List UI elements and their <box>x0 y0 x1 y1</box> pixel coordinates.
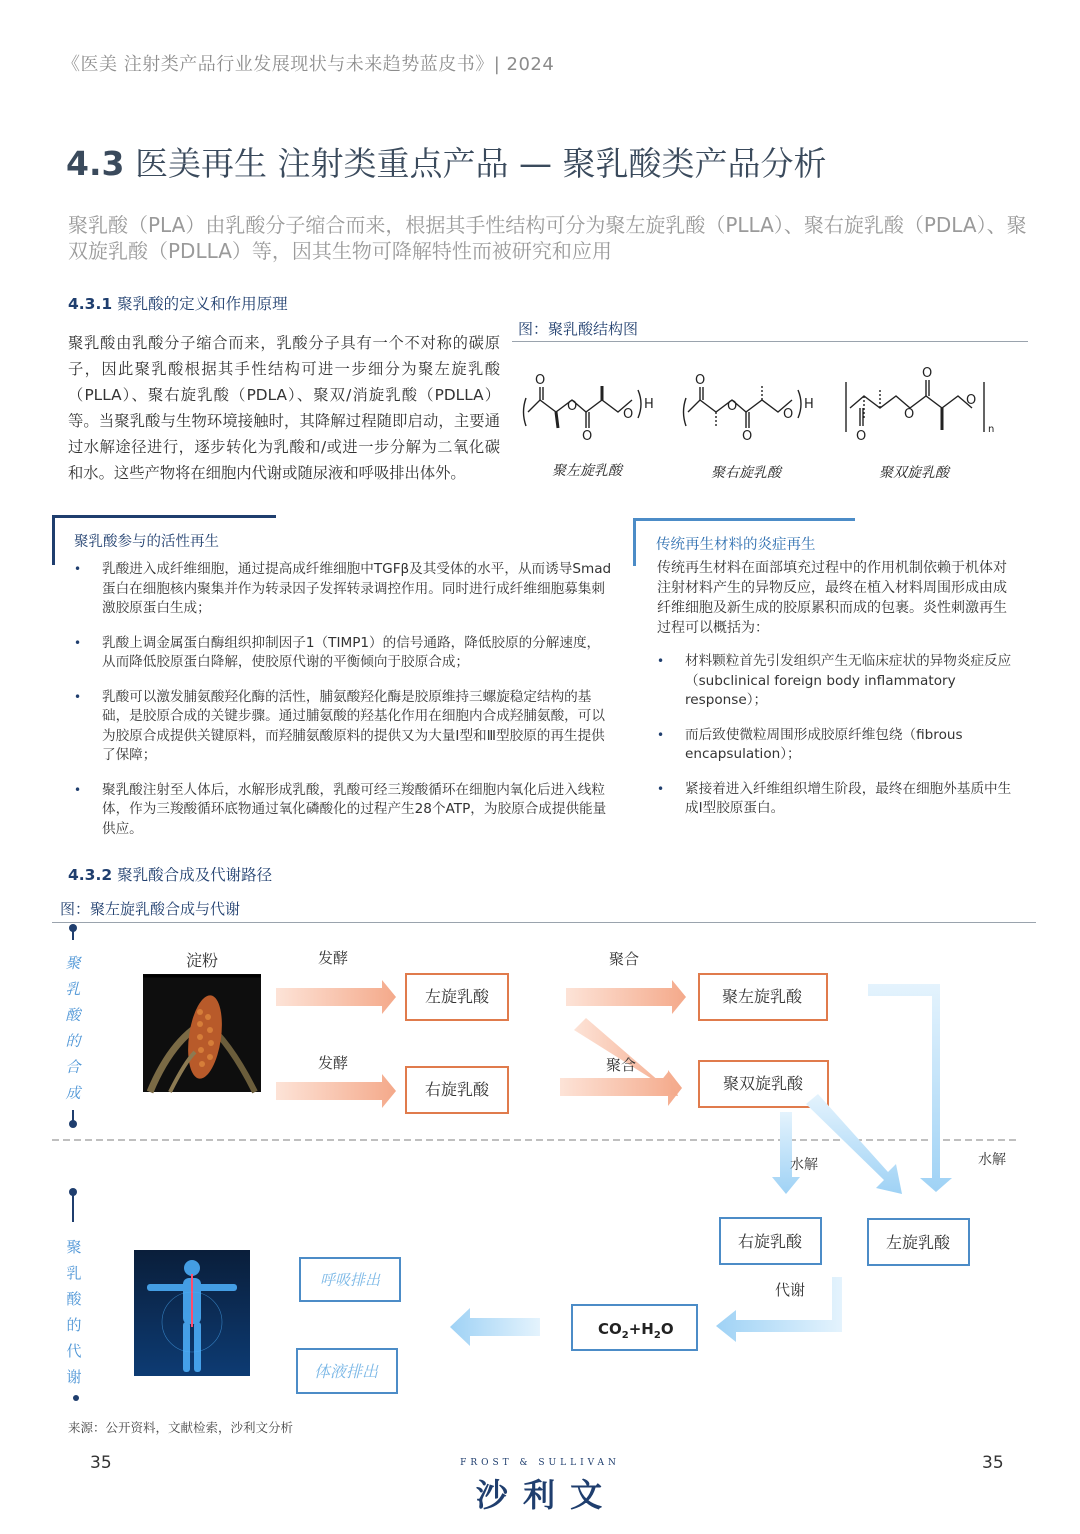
list-item: • 而后致使微粒周围形成胶原纤维包绕（fibrous encapsulation）； <box>657 726 963 762</box>
box-right-title: 传统再生材料的炎症再生 <box>656 537 816 553</box>
label-pdla-structure: 聚右旋乳酸 <box>711 465 781 481</box>
box-left-list <box>72 560 612 854</box>
title-number: 4.3 <box>66 144 125 183</box>
label-metabolism: 代谢 <box>775 1283 806 1299</box>
box-pdlla-label: 聚双旋乳酸 <box>723 1076 804 1093</box>
box-breath-label: 呼吸排出 <box>320 1273 381 1289</box>
box-d-lactic-metab-label: 右旋乳酸 <box>738 1234 803 1251</box>
atom-o: O <box>966 393 977 408</box>
arrow-polymerize-l <box>566 980 686 1014</box>
box-co2-h2o-label: $CO_2+H_2O$ <box>598 1320 674 1341</box>
figure-caption-metabolism: 图：聚左旋乳酸合成与代谢 <box>60 900 241 918</box>
arrow-ferment-d <box>276 1074 396 1108</box>
side-label-synthesis: 聚 乳 酸 的 合 成 <box>65 954 81 1102</box>
box-d-lactic-label: 右旋乳酸 <box>425 1082 490 1099</box>
label-hydrolysis-1: 水解 <box>790 1158 818 1173</box>
atom-n: n <box>988 424 995 435</box>
section-title: 聚乳酸合成及代谢路径 <box>117 866 273 884</box>
atom-o: O <box>922 366 933 381</box>
arrow-hydrolysis-diagonal <box>806 1094 902 1194</box>
box-right-list <box>655 652 1015 834</box>
atom-o: O <box>783 407 794 422</box>
box-l-lactic-metab-label: 左旋乳酸 <box>886 1235 951 1252</box>
label-ferment-2: 发酵 <box>318 1056 349 1072</box>
box-left-top-bar <box>52 515 276 518</box>
box-fluid-label: 体液排出 <box>314 1364 379 1381</box>
page-number-right: 35 <box>982 1453 1004 1473</box>
atom-h: H <box>804 397 814 412</box>
atom-o: O <box>535 373 546 388</box>
atom-o: O <box>695 373 706 388</box>
human-body-image <box>134 1250 250 1376</box>
arrow-hydrolysis-down <box>772 1112 800 1194</box>
atom-o: O <box>727 399 738 414</box>
list-item: • 乳酸可以激发脯氨酸羟化酶的活性，脯氨酸羟化酶是胶原维持三螺旋稳定结构的基础，是胶原合成的关键步骤。通过脯氨酸的羟基化作用在细胞内合成羟脯氨酸，可以为胶原合成提供关键原料，而羟脯氨酸原料的提供又为大量Ⅰ型和Ⅲ型胶原的再生提供了保障； <box>74 688 605 763</box>
title-text: 医美再生 注射类重点产品 — 聚乳酸类产品分析 <box>134 144 827 183</box>
list-item: • 紧接着进入纤维组织增生阶段，最终在细胞外基质中生成I型胶原蛋白。 <box>657 780 1012 816</box>
label-ferment-1: 发酵 <box>318 951 349 967</box>
side-label-metabolism: 聚 乳 酸 的 代 谢 <box>66 1238 82 1386</box>
section-heading-2 <box>68 863 272 885</box>
brand-logo: 沙 利 文 <box>475 1476 605 1514</box>
section-number: 4.3.2 <box>68 866 113 884</box>
pla-structure-diagram <box>518 360 1028 485</box>
atom-o: O <box>856 429 867 444</box>
box-right-top-bar <box>633 518 855 521</box>
section-heading-1 <box>68 292 288 314</box>
box-right-intro: 传统再生材料在面部填充过程中的作用机制依赖于机体对注射材料产生的异物反应，最终在植入材料周围形成由成纤维细胞及新生成的胶原累积而成的包裹。炎性刺激再生过程可以概括为： <box>657 560 1007 636</box>
box-plla-label: 聚左旋乳酸 <box>722 989 803 1006</box>
atom-h: H <box>644 397 654 412</box>
section-number: 4.3.1 <box>68 295 113 313</box>
section-body-text: 聚乳酸由乳酸分子缩合而来，乳酸分子具有一个不对称的碳原子，因此聚乳酸根据其手性结构可进一步细分为聚左旋乳酸（PLLA）、聚右旋乳酸（PDLA）、聚双/消旋乳酸（PDLLA）等。当聚乳酸与生物环境接触时，其降解过程随即启动，主要通过水解途径进行，逐步转化为乳酸和/或进一步分解为二氧化碳和水。这些产物将在细胞内代谢或随尿液和呼吸排出体外。 <box>68 334 500 482</box>
running-header: 《医美 注射类产品行业发展现状与未来趋势蓝皮书》| 2024 <box>62 54 555 75</box>
corn-image <box>143 974 261 1092</box>
list-item: • 乳酸进入成纤维细胞，通过提高成纤维细胞中TGFβ及其受体的水平，从而诱导Smad蛋白在细胞核内聚集并作为转录因子发挥转录调控作用。同时进行成纤维细胞募集刺激胶原蛋白生成； <box>74 561 612 616</box>
label-polymerize-1: 聚合 <box>609 952 640 968</box>
label-polymerize-2: 聚合 <box>606 1058 637 1074</box>
section-title: 聚乳酸的定义和作用原理 <box>117 295 288 313</box>
label-pdlla-structure: 聚双旋乳酸 <box>879 465 949 481</box>
page-title <box>66 138 826 185</box>
list-item: • 材料颗粒首先引发组织产生无临床症状的异物炎症反应（subclinical foreign body inflammatory response）； <box>657 653 1012 708</box>
box-left-side-bar <box>52 515 55 565</box>
label-hydrolysis-2: 水解 <box>978 1153 1006 1168</box>
list-item: • 乳酸上调金属蛋白酶组织抑制因子1（TIMP1）的信号通路，降低胶原的分解速度，从而降低胶原蛋白降解，使胶原代谢的平衡倾向于胶原合成； <box>74 634 601 670</box>
label-plla-structure: 聚左旋乳酸 <box>552 463 622 479</box>
list-item: • 聚乳酸注射至人体后，水解形成乳酸，乳酸可经三羧酸循环在细胞内氧化后进入线粒体，作为三羧酸循环底物通过氧化磷酸化的过程产生28个ATP，为胶原合成提供能量供应。 <box>74 781 607 837</box>
atom-o: O <box>904 407 915 422</box>
figure-caption-structure: 图：聚乳酸结构图 <box>518 320 639 338</box>
brand-en: FROST & SULLIVAN <box>460 1458 620 1468</box>
atom-o: O <box>742 429 753 444</box>
box-l-lactic-label: 左旋乳酸 <box>425 989 490 1006</box>
atom-o: O <box>623 407 634 422</box>
page-number-left: 35 <box>90 1453 112 1473</box>
arrow-excretion <box>450 1308 540 1346</box>
synthesis-metabolism-diagram <box>0 922 1080 1412</box>
box-left-title: 聚乳酸参与的活性再生 <box>74 534 219 550</box>
page-subtitle: 聚乳酸（PLA）由乳酸分子缩合而来，根据其手性结构可分为聚左旋乳酸（PLLA）、聚右旋乳酸（PDLA）、聚双旋乳酸（PDLLA）等，因其生物可降解特性而被研究和应用 <box>68 213 1027 263</box>
label-starch: 淀粉 <box>186 953 219 970</box>
caption-rule <box>512 341 1028 342</box>
atom-o: O <box>567 399 578 414</box>
arrow-hydrolysis-right <box>868 984 952 1192</box>
atom-o: O <box>582 429 593 444</box>
source-note: 来源：公开资料，文献检索，沙利文分析 <box>68 1420 294 1435</box>
box-right-side-bar <box>633 518 636 566</box>
arrow-ferment-l <box>276 980 396 1014</box>
